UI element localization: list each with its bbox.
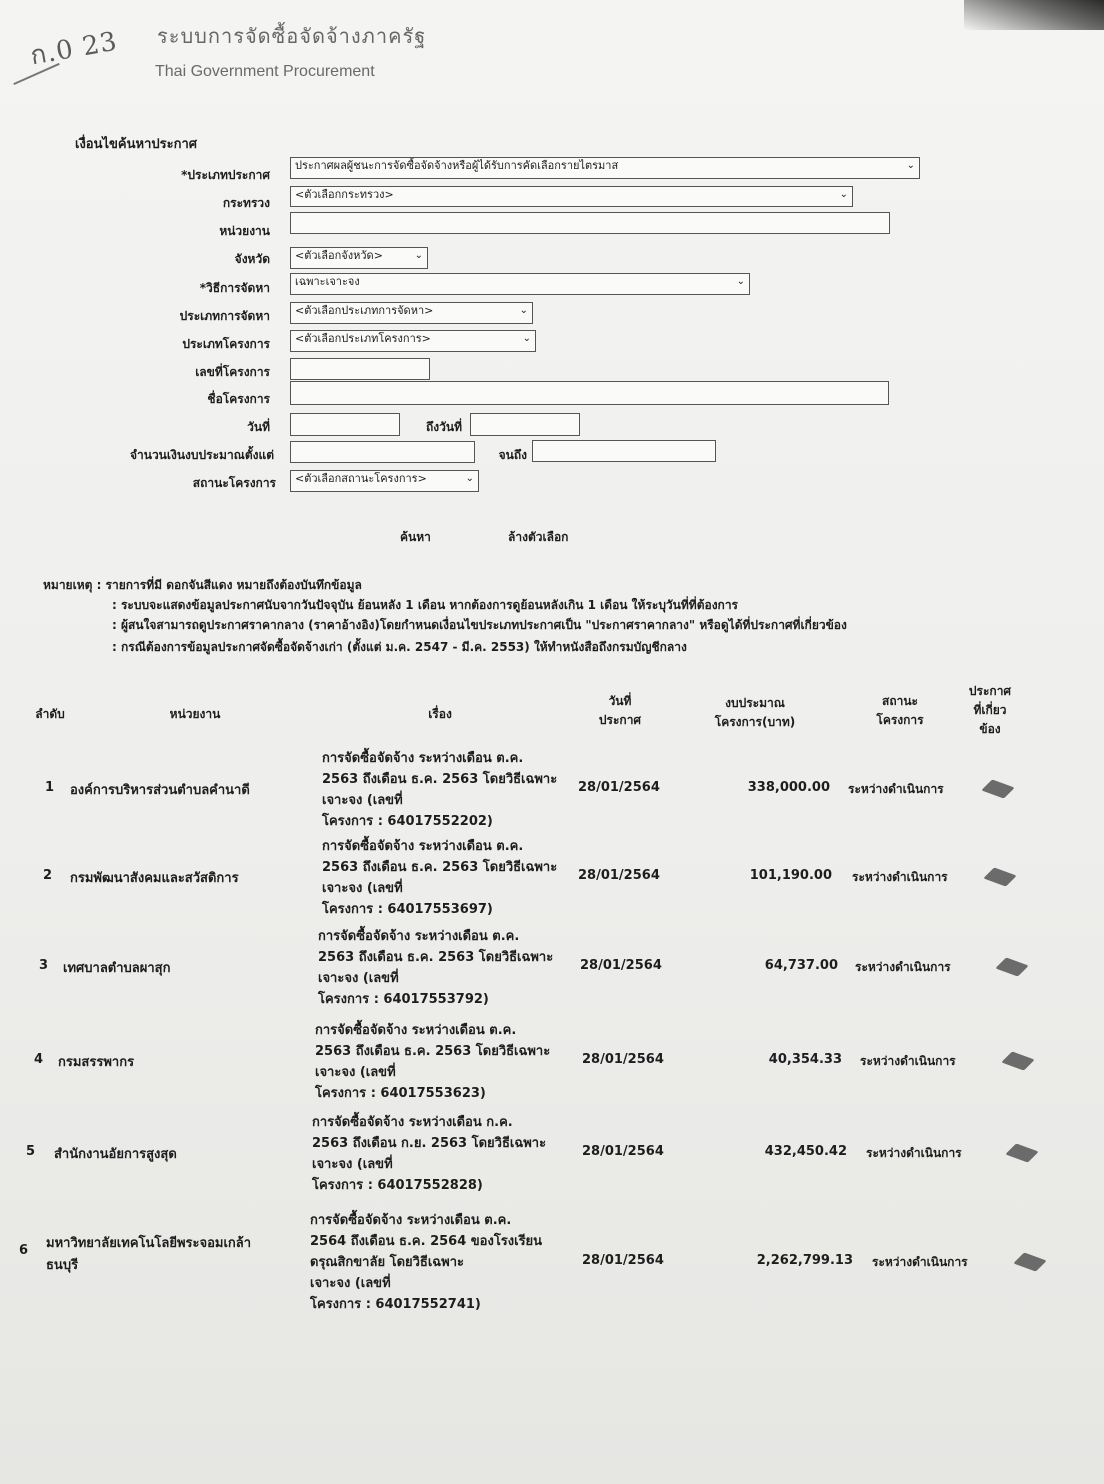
row-status: ระหว่างดำเนินการ (852, 870, 948, 884)
row-announce-date: 28/01/2564 (582, 1144, 664, 1159)
row-subject[interactable] (315, 1020, 575, 1104)
row-subject-line: โครงการ : 64017552741) (310, 1297, 481, 1312)
col-header-related-line1: ประกาศ (968, 684, 1012, 698)
col-header-related (955, 682, 1025, 739)
row-announce-date: 28/01/2564 (582, 1252, 664, 1268)
note-old-data: : กรณีต้องการข้อมูลประกาศจัดซื้อจัดจ้างเก่า (ตั้งแต่ ม.ค. 2547 - มี.ค. 2553) ให้ทำหนังสือถึงกรมบัญชีกลาง (112, 640, 687, 654)
row-status: ระหว่างดำเนินการ (860, 1054, 956, 1068)
row-subject-line: การจัดซื้อจัดจ้าง ระหว่างเดือน ต.ค. (315, 1023, 517, 1038)
ministry-label: กระทรวง (222, 196, 270, 210)
row-subject-line: เจาะจง (เลขที่ (318, 971, 399, 986)
project-type-label: ประเภทโครงการ (182, 337, 270, 351)
site-logo-thai: ระบบการจัดซื้อจัดจ้างภาครัฐ (157, 24, 427, 48)
row-agency (63, 958, 170, 980)
row-budget: 101,190.00 (749, 868, 832, 883)
related-document-icon[interactable] (983, 867, 1016, 886)
agency-input[interactable] (290, 212, 890, 234)
row-subject-line: การจัดซื้อจัดจ้าง ระหว่างเดือน ต.ค. (318, 929, 520, 944)
row-number: 1 (45, 780, 55, 795)
project-no-label: เลขที่โครงการ (195, 365, 270, 379)
row-subject-line: 2563 ถึงเดือน ธ.ค. 2563 โดยวิธีเฉพาะ (322, 860, 558, 875)
col-header-status-line2: โครงการ (876, 713, 924, 727)
row-agency (54, 1144, 177, 1166)
row-budget: 2,262,799.13 (756, 1252, 853, 1268)
col-header-date (585, 692, 655, 730)
budget-to-label: จนถึง (498, 448, 527, 462)
row-subject-line: 2563 ถึงเดือน ธ.ค. 2563 โดยวิธีเฉพาะ (322, 772, 558, 787)
row-subject-line: เจาะจง (เลขที่ (322, 881, 403, 896)
site-logo-english: Thai Government Procurement (155, 63, 375, 80)
row-subject[interactable] (322, 836, 582, 920)
project-name-input[interactable] (290, 381, 889, 405)
status-value: <ตัวเลือกสถานะโครงการ> (295, 472, 427, 485)
related-document-icon[interactable] (1005, 1143, 1038, 1162)
row-agency-line: มหาวิทยาลัยเทคโนโลยีพระจอมเกล้า (46, 1235, 252, 1251)
ministry-value: <ตัวเลือกกระทรวง> (295, 188, 394, 201)
row-subject-line: เจาะจง (เลขที่ (310, 1276, 391, 1291)
row-budget: 40,354.33 (768, 1052, 842, 1067)
row-announce-date: 28/01/2564 (582, 1052, 664, 1067)
clear-button[interactable]: ล้างตัวเลือก (508, 530, 569, 544)
row-number: 4 (34, 1052, 44, 1067)
method-label: *วิธีการจัดหา (199, 281, 270, 295)
row-status: ระหว่างดำเนินการ (866, 1146, 962, 1160)
row-agency (70, 868, 239, 890)
project-name-label: ชื่อโครงการ (207, 392, 270, 406)
procurement-type-label: ประเภทการจัดหา (179, 309, 270, 323)
row-subject[interactable] (312, 1112, 572, 1196)
method-select[interactable] (290, 273, 750, 295)
project-type-value: <ตัวเลือกประเภทโครงการ> (295, 332, 431, 345)
row-budget: 338,000.00 (747, 780, 830, 795)
project-no-input[interactable] (290, 358, 430, 380)
row-subject-line: ดรุณสิกขาลัย โดยวิธีเฉพาะ (310, 1255, 465, 1270)
chevron-down-icon: ⌄ (519, 305, 528, 316)
row-number: 3 (39, 958, 49, 973)
row-subject-line: โครงการ : 64017553623) (315, 1086, 486, 1101)
announcement-type-value: ประกาศผลผู้ชนะการจัดซื้อจัดจ้างหรือผู้ได้รับการคัดเลือกรายไตรมาส (295, 159, 619, 172)
note-median-price: : ผู้สนใจสามารถดูประกาศราคากลาง (ราคาอ้างอิง)โดยกำหนดเงื่อนไขประเภทประกาศเป็น "ประกาศราคากลาง" หรือดูได้ที่ประกาศที่เกี่ยวข้อง (112, 618, 847, 632)
row-subject-line: โครงการ : 64017553792) (318, 992, 489, 1007)
row-status: ระหว่างดำเนินการ (848, 782, 944, 796)
ministry-select[interactable] (290, 186, 853, 207)
chevron-down-icon: ⌄ (522, 333, 531, 344)
date-to-input[interactable] (470, 413, 580, 436)
row-subject-line: การจัดซื้อจัดจ้าง ระหว่างเดือน ต.ค. (310, 1213, 512, 1228)
chevron-down-icon: ⌄ (465, 473, 474, 484)
province-label: จังหวัด (234, 252, 270, 266)
status-label: สถานะโครงการ (192, 476, 276, 490)
province-select[interactable] (290, 247, 428, 269)
row-subject-line: 2563 ถึงเดือน ธ.ค. 2563 โดยวิธีเฉพาะ (318, 950, 554, 965)
row-subject-line: 2564 ถึงเดือน ธ.ค. 2564 ของโรงเรียน (310, 1234, 543, 1249)
row-agency (70, 780, 250, 802)
announcement-type-select[interactable] (290, 157, 920, 179)
chevron-down-icon: ⌄ (906, 160, 915, 171)
project-type-select[interactable] (290, 330, 536, 352)
row-subject-line: โครงการ : 64017552202) (322, 814, 493, 829)
row-subject[interactable] (310, 1210, 570, 1315)
col-header-date-line1: วันที่ (608, 694, 632, 708)
row-subject[interactable] (322, 748, 582, 832)
corner-shadow (964, 0, 1104, 30)
row-agency (46, 1233, 251, 1277)
row-announce-date: 28/01/2564 (578, 780, 660, 795)
row-number: 2 (43, 868, 53, 883)
col-header-no: ลำดับ (35, 707, 65, 721)
handwritten-note: ก.0 23 (28, 26, 120, 72)
row-agency-line: กรมพัฒนาสังคมและสวัสดิการ (70, 871, 239, 886)
row-agency-line: สำนักงานอัยการสูงสุด (54, 1147, 177, 1162)
date-from-label: วันที่ (247, 420, 270, 434)
col-header-agency: หน่วยงาน (169, 707, 221, 721)
col-header-budget-line1: งบประมาณ (725, 696, 785, 710)
procurement-type-select[interactable] (290, 302, 533, 324)
row-announce-date: 28/01/2564 (578, 868, 660, 883)
col-header-budget-line2: โครงการ(บาท) (714, 715, 796, 729)
budget-from-label: จำนวนเงินงบประมาณตั้งแต่ (129, 448, 274, 462)
row-agency-line: กรมสรรพากร (58, 1055, 135, 1070)
related-document-icon[interactable] (995, 957, 1028, 976)
row-number: 5 (26, 1144, 36, 1159)
col-header-date-line2: ประกาศ (598, 713, 642, 727)
row-agency-line: องค์การบริหารส่วนตำบลคำนาดี (70, 783, 250, 798)
row-status: ระหว่างดำเนินการ (872, 1254, 968, 1269)
related-document-icon[interactable] (1013, 1252, 1046, 1271)
col-header-related-line3: ข้อง (979, 722, 1001, 736)
row-subject-line: เจาะจง (เลขที่ (322, 793, 403, 808)
col-header-related-line2: ที่เกี่ยว (973, 703, 1007, 717)
row-subject-line: เจาะจง (เลขที่ (312, 1157, 393, 1172)
chevron-down-icon: ⌄ (736, 276, 745, 287)
related-document-icon[interactable] (1001, 1051, 1034, 1070)
row-budget: 432,450.42 (764, 1144, 847, 1159)
row-announce-date: 28/01/2564 (580, 958, 662, 973)
col-header-subject: เรื่อง (428, 707, 452, 721)
search-button[interactable]: ค้นหา (400, 530, 431, 544)
chevron-down-icon: ⌄ (839, 189, 848, 200)
announcement-type-label: *ประเภทประกาศ (181, 168, 270, 182)
row-subject-line: การจัดซื้อจัดจ้าง ระหว่างเดือน ต.ค. (322, 751, 524, 766)
status-select[interactable] (290, 470, 479, 492)
row-status: ระหว่างดำเนินการ (855, 960, 951, 974)
search-form-title: เงื่อนไขค้นหาประกาศ (75, 137, 198, 152)
row-agency-line: ธนบุรี (46, 1257, 79, 1273)
province-value: <ตัวเลือกจังหวัด> (295, 249, 383, 262)
row-subject[interactable] (318, 926, 578, 1010)
date-to-label: ถึงวันที่ (426, 420, 462, 434)
row-budget: 64,737.00 (764, 958, 838, 973)
related-document-icon[interactable] (981, 779, 1014, 798)
row-subject-line: 2563 ถึงเดือน ก.ย. 2563 โดยวิธีเฉพาะ (312, 1136, 547, 1151)
chevron-down-icon: ⌄ (414, 250, 423, 261)
col-header-budget (690, 694, 820, 732)
row-subject-line: การจัดซื้อจัดจ้าง ระหว่างเดือน ก.ค. (312, 1115, 513, 1130)
row-subject-line: เจาะจง (เลขที่ (315, 1065, 396, 1080)
budget-to-input[interactable] (532, 440, 716, 462)
col-header-status-line1: สถานะ (882, 694, 918, 708)
note-date-range: : ระบบจะแสดงข้อมูลประกาศนับจากวันปัจจุบัน ย้อนหลัง 1 เดือน หากต้องการดูย้อนหลังเกิน 1 เดือน ให้ระบุวันที่ที่ต้องการ (112, 598, 739, 612)
procurement-type-value: <ตัวเลือกประเภทการจัดหา> (295, 304, 434, 317)
row-subject-line: โครงการ : 64017553697) (322, 902, 493, 917)
row-number: 6 (19, 1242, 29, 1258)
agency-label: หน่วยงาน (219, 224, 270, 238)
method-value: เฉพาะเจาะจง (295, 275, 360, 288)
row-agency-line: เทศบาลตำบลผาสุก (63, 961, 171, 976)
col-header-status (860, 692, 940, 730)
row-subject-line: 2563 ถึงเดือน ธ.ค. 2563 โดยวิธีเฉพาะ (315, 1044, 551, 1059)
row-subject-line: โครงการ : 64017552828) (312, 1178, 483, 1193)
note-required-fields: หมายเหตุ : รายการที่มี ดอกจันสีแดง หมายถึงต้องบันทึกข้อมูล (43, 578, 362, 592)
row-agency (58, 1052, 134, 1074)
row-subject-line: การจัดซื้อจัดจ้าง ระหว่างเดือน ต.ค. (322, 839, 524, 854)
